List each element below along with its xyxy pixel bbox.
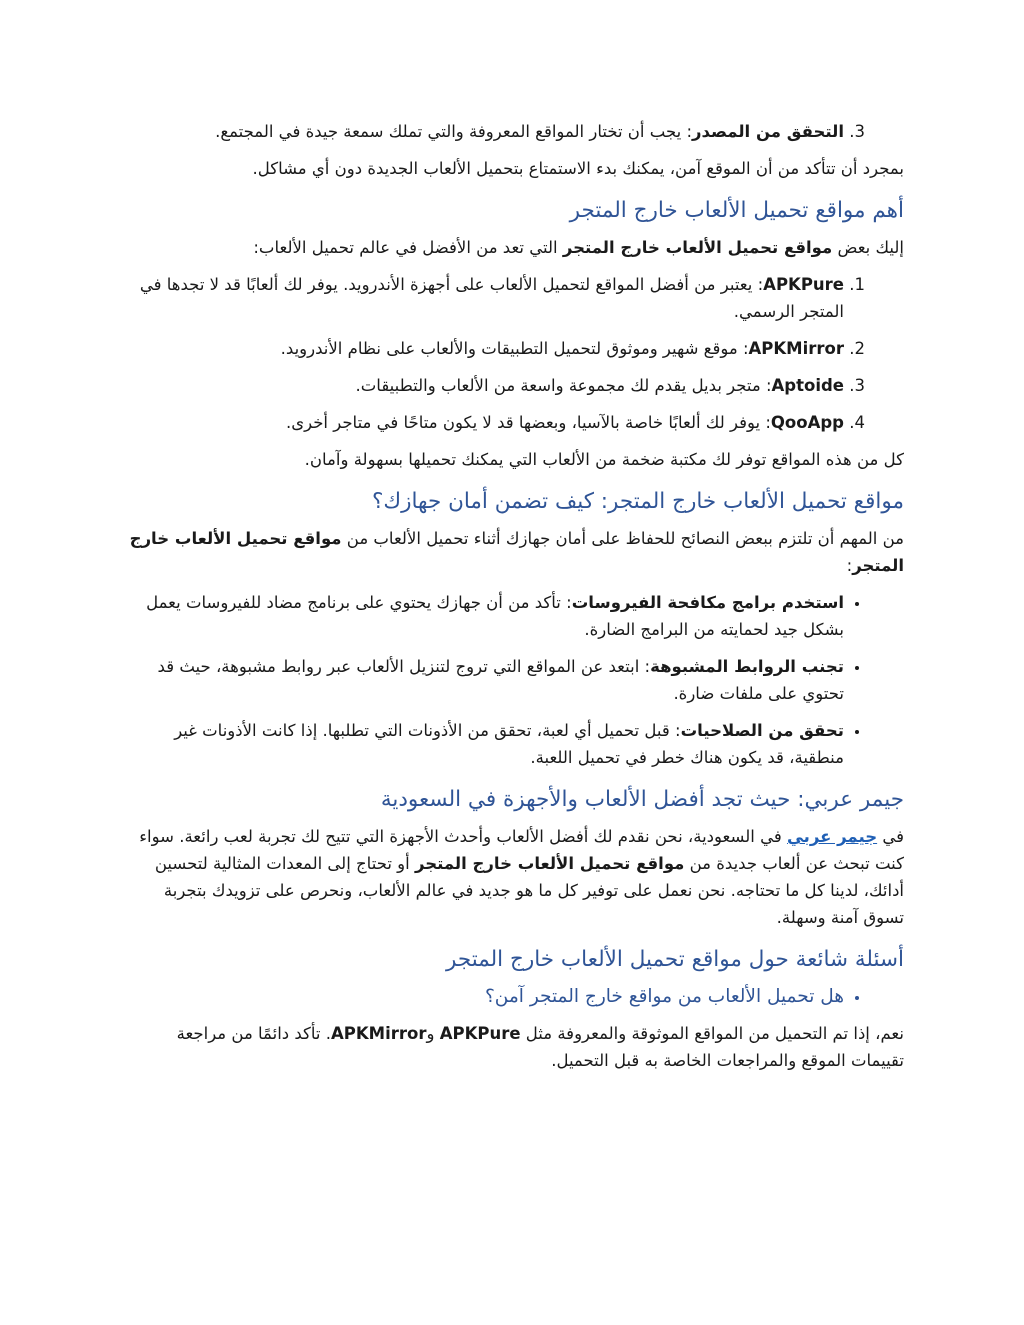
site-name: QooApp xyxy=(770,413,844,432)
answer-site-name: APKPure xyxy=(439,1024,521,1043)
site-name: Aptoide xyxy=(771,376,844,395)
safety-intro xyxy=(120,525,904,579)
faq-list xyxy=(120,983,904,1010)
source-check-text: : يجب أن تختار المواقع المعروفة والتي تملك سمعة جيدة في المجتمع. xyxy=(215,122,693,141)
site-desc: : يعتبر من أفضل المواقع لتحميل الألعاب على أجهزة الأندرويد. يوفر لك ألعابًا قد لا تجدها في المتجر الرسمي. xyxy=(139,275,844,321)
section-heading-top-sites: أهم مواقع تحميل الألعاب خارج المتجر xyxy=(569,198,904,223)
gamer-arabi-paragraph xyxy=(120,823,904,931)
site-desc: : يوفر لك ألعابًا خاصة بالآسيا، وبعضها قد لا يكون متاحًا في متاجر أخرى. xyxy=(285,413,771,432)
top-sites-intro xyxy=(120,234,904,261)
paragraph-keyword: مواقع تحميل الألعاب خارج المتجر xyxy=(414,854,685,873)
tip-text: : تأكد من أن جهازك يحتوي على برنامج مضاد للفيروسات يعمل بشكل جيد لحمايته من البرامج الضارة. xyxy=(146,593,844,639)
paragraph-text: في السعودية، نحن نقدم لك أفضل الألعاب وأحدث الأجهزة التي تتيح لك تجربة لعب رائعة. سواء كنت تبحث عن ألعاب جديدة من xyxy=(139,827,904,873)
section-heading-safety: مواقع تحميل الألعاب خارج المتجر: كيف تضمن أمان جهازك؟ xyxy=(371,489,904,514)
list-item xyxy=(120,118,844,145)
source-check-list xyxy=(120,118,904,145)
tip-label: استخدم برامج مكافحة الفيروسات xyxy=(571,593,844,612)
site-desc: : متجر بديل يقدم لك مجموعة واسعة من الألعاب والتطبيقات. xyxy=(355,376,772,395)
intro-text: من المهم أن تلتزم ببعض النصائح للحفاظ على أمان جهازك أثناء تحميل الألعاب من xyxy=(341,529,904,548)
list-item xyxy=(120,717,844,771)
intro-keyword: مواقع تحميل الألعاب خارج المتجر xyxy=(562,238,833,257)
list-item xyxy=(120,653,844,707)
site-name: APKPure xyxy=(763,275,844,294)
section-heading-gamer-arabi: جيمر عربي: حيث تجد أفضل الألعاب والأجهزة في السعودية xyxy=(380,787,904,812)
section-heading-faq: أسئلة شائعة حول مواقع تحميل الألعاب خارج المتجر xyxy=(445,947,904,972)
answer-text: و xyxy=(426,1024,440,1043)
site-desc: : موقع شهير وموثوق لتحميل التطبيقات والألعاب على نظام الأندرويد. xyxy=(280,339,749,358)
answer-site-name: APKMirror xyxy=(331,1024,427,1043)
faq-question: • هل تحميل الألعاب من مواقع خارج المتجر آمن؟ xyxy=(120,983,844,1010)
gamer-arabi-link[interactable]: جيمر عربي xyxy=(786,827,878,846)
paragraph-text: في xyxy=(877,827,904,846)
intro-text-end: : xyxy=(846,556,853,575)
list-item xyxy=(120,372,844,399)
tip-text: : ابتعد عن المواقع التي تروج لتنزيل الألعاب عبر روابط مشبوهة، حيث قد تحتوي على ملفات ضارة. xyxy=(157,657,844,703)
site-name: APKMirror xyxy=(748,339,844,358)
answer-text: نعم، إذا تم التحميل من المواقع الموثوقة والمعروفة مثل xyxy=(520,1024,904,1043)
source-check-label: التحقق من المصدر xyxy=(692,122,844,141)
list-item xyxy=(120,335,844,362)
sites-outro: كل من هذه المواقع توفر لك مكتبة ضخمة من الألعاب التي يمكنك تحميلها بسهولة وآمان. xyxy=(304,450,904,469)
intro-text: إليك بعض xyxy=(832,238,904,257)
intro-text-end: التي تعد من الأفضل في عالم تحميل الألعاب: xyxy=(253,238,563,257)
list-item xyxy=(120,271,844,325)
answer-text: . تأكد دائمًا من مراجعة تقييمات الموقع والمراجعات الخاصة به قبل التحميل. xyxy=(176,1024,904,1070)
tips-list xyxy=(120,589,904,771)
list-item xyxy=(120,409,844,436)
tip-text: : قبل تحميل أي لعبة، تحقق من الأذونات التي تطلبها. إذا كانت الأذونات غير منطقية، قد يكون هناك خطر في تحميل اللعبة. xyxy=(174,721,844,767)
intro-keyword: مواقع تحميل الألعاب خارج المتجر xyxy=(129,529,904,575)
after-check-paragraph: بمجرد أن تتأكد من أن الموقع آمن، يمكنك بدء الاستمتاع بتحميل الألعاب الجديدة دون أي مشاكل. xyxy=(252,159,904,178)
tip-label: تحقق من الصلاحيات xyxy=(680,721,844,740)
list-item xyxy=(120,589,844,643)
faq-answer xyxy=(120,1020,904,1074)
tip-label: تجنب الروابط المشبوهة xyxy=(650,657,844,676)
sites-list xyxy=(120,271,904,436)
paragraph-text: أو تحتاج إلى المعدات المثالية لتحسين أدائك، لدينا كل ما تحتاجه. نحن نعمل على توفير كل ما هو جديد في عالم الألعاب، ونحرص على تزويدك بتجربة تسوق آمنة وسهلة. xyxy=(154,854,904,927)
